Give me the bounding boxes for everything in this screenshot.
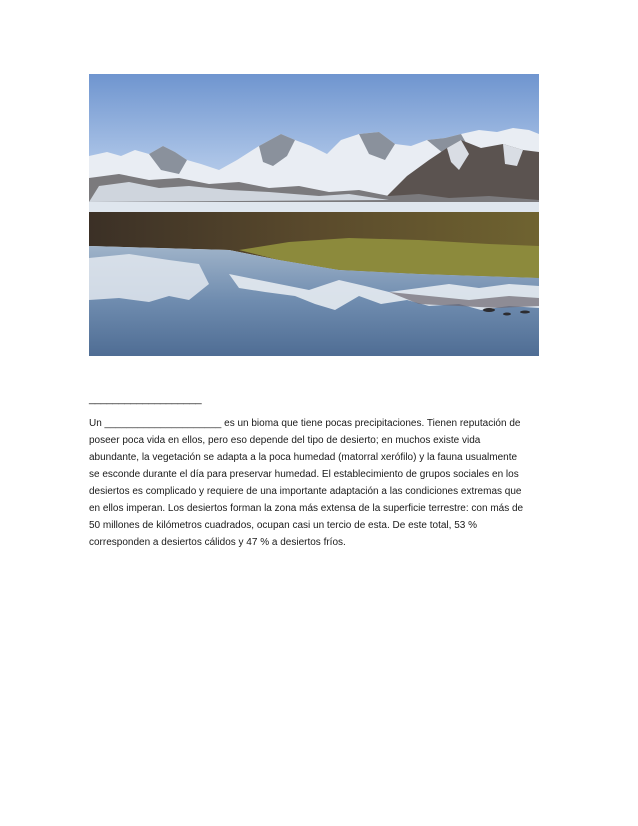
landscape-photo (89, 74, 539, 356)
title-blank: ___________________ (89, 393, 202, 405)
body-paragraph (89, 415, 544, 551)
paragraph-line: abundante, la vegetación se adapta a la poca humedad (matorral xerófilo) y la fauna usualmente (89, 452, 518, 463)
paragraph-line: 50 millones de kilómetros cuadrados, ocupan casi un tercio de esta. De este total, 53 % (89, 520, 477, 531)
paragraph-line: en ellos imperan. Los desiertos forman la zona más extensa de la superficie terrestre: con más de (89, 503, 524, 514)
paragraph-line: desiertos es complicado y requiere de una importante adaptación a las condiciones extremas que (89, 486, 522, 497)
paragraph-line: poseer poca vida en ellos, pero eso depende del tipo de desierto; en muchos existe vida (89, 435, 481, 446)
paragraph-line: Un _____________________ es un bioma que tiene pocas precipitaciones. Tienen reputación de (89, 418, 521, 429)
paragraph-line: se esconde durante el día para preservar humedad. El establecimiento de grupos sociales en los (89, 469, 519, 480)
paragraph-line: corresponden a desiertos cálidos y 47 % a desiertos fríos. (89, 537, 346, 548)
